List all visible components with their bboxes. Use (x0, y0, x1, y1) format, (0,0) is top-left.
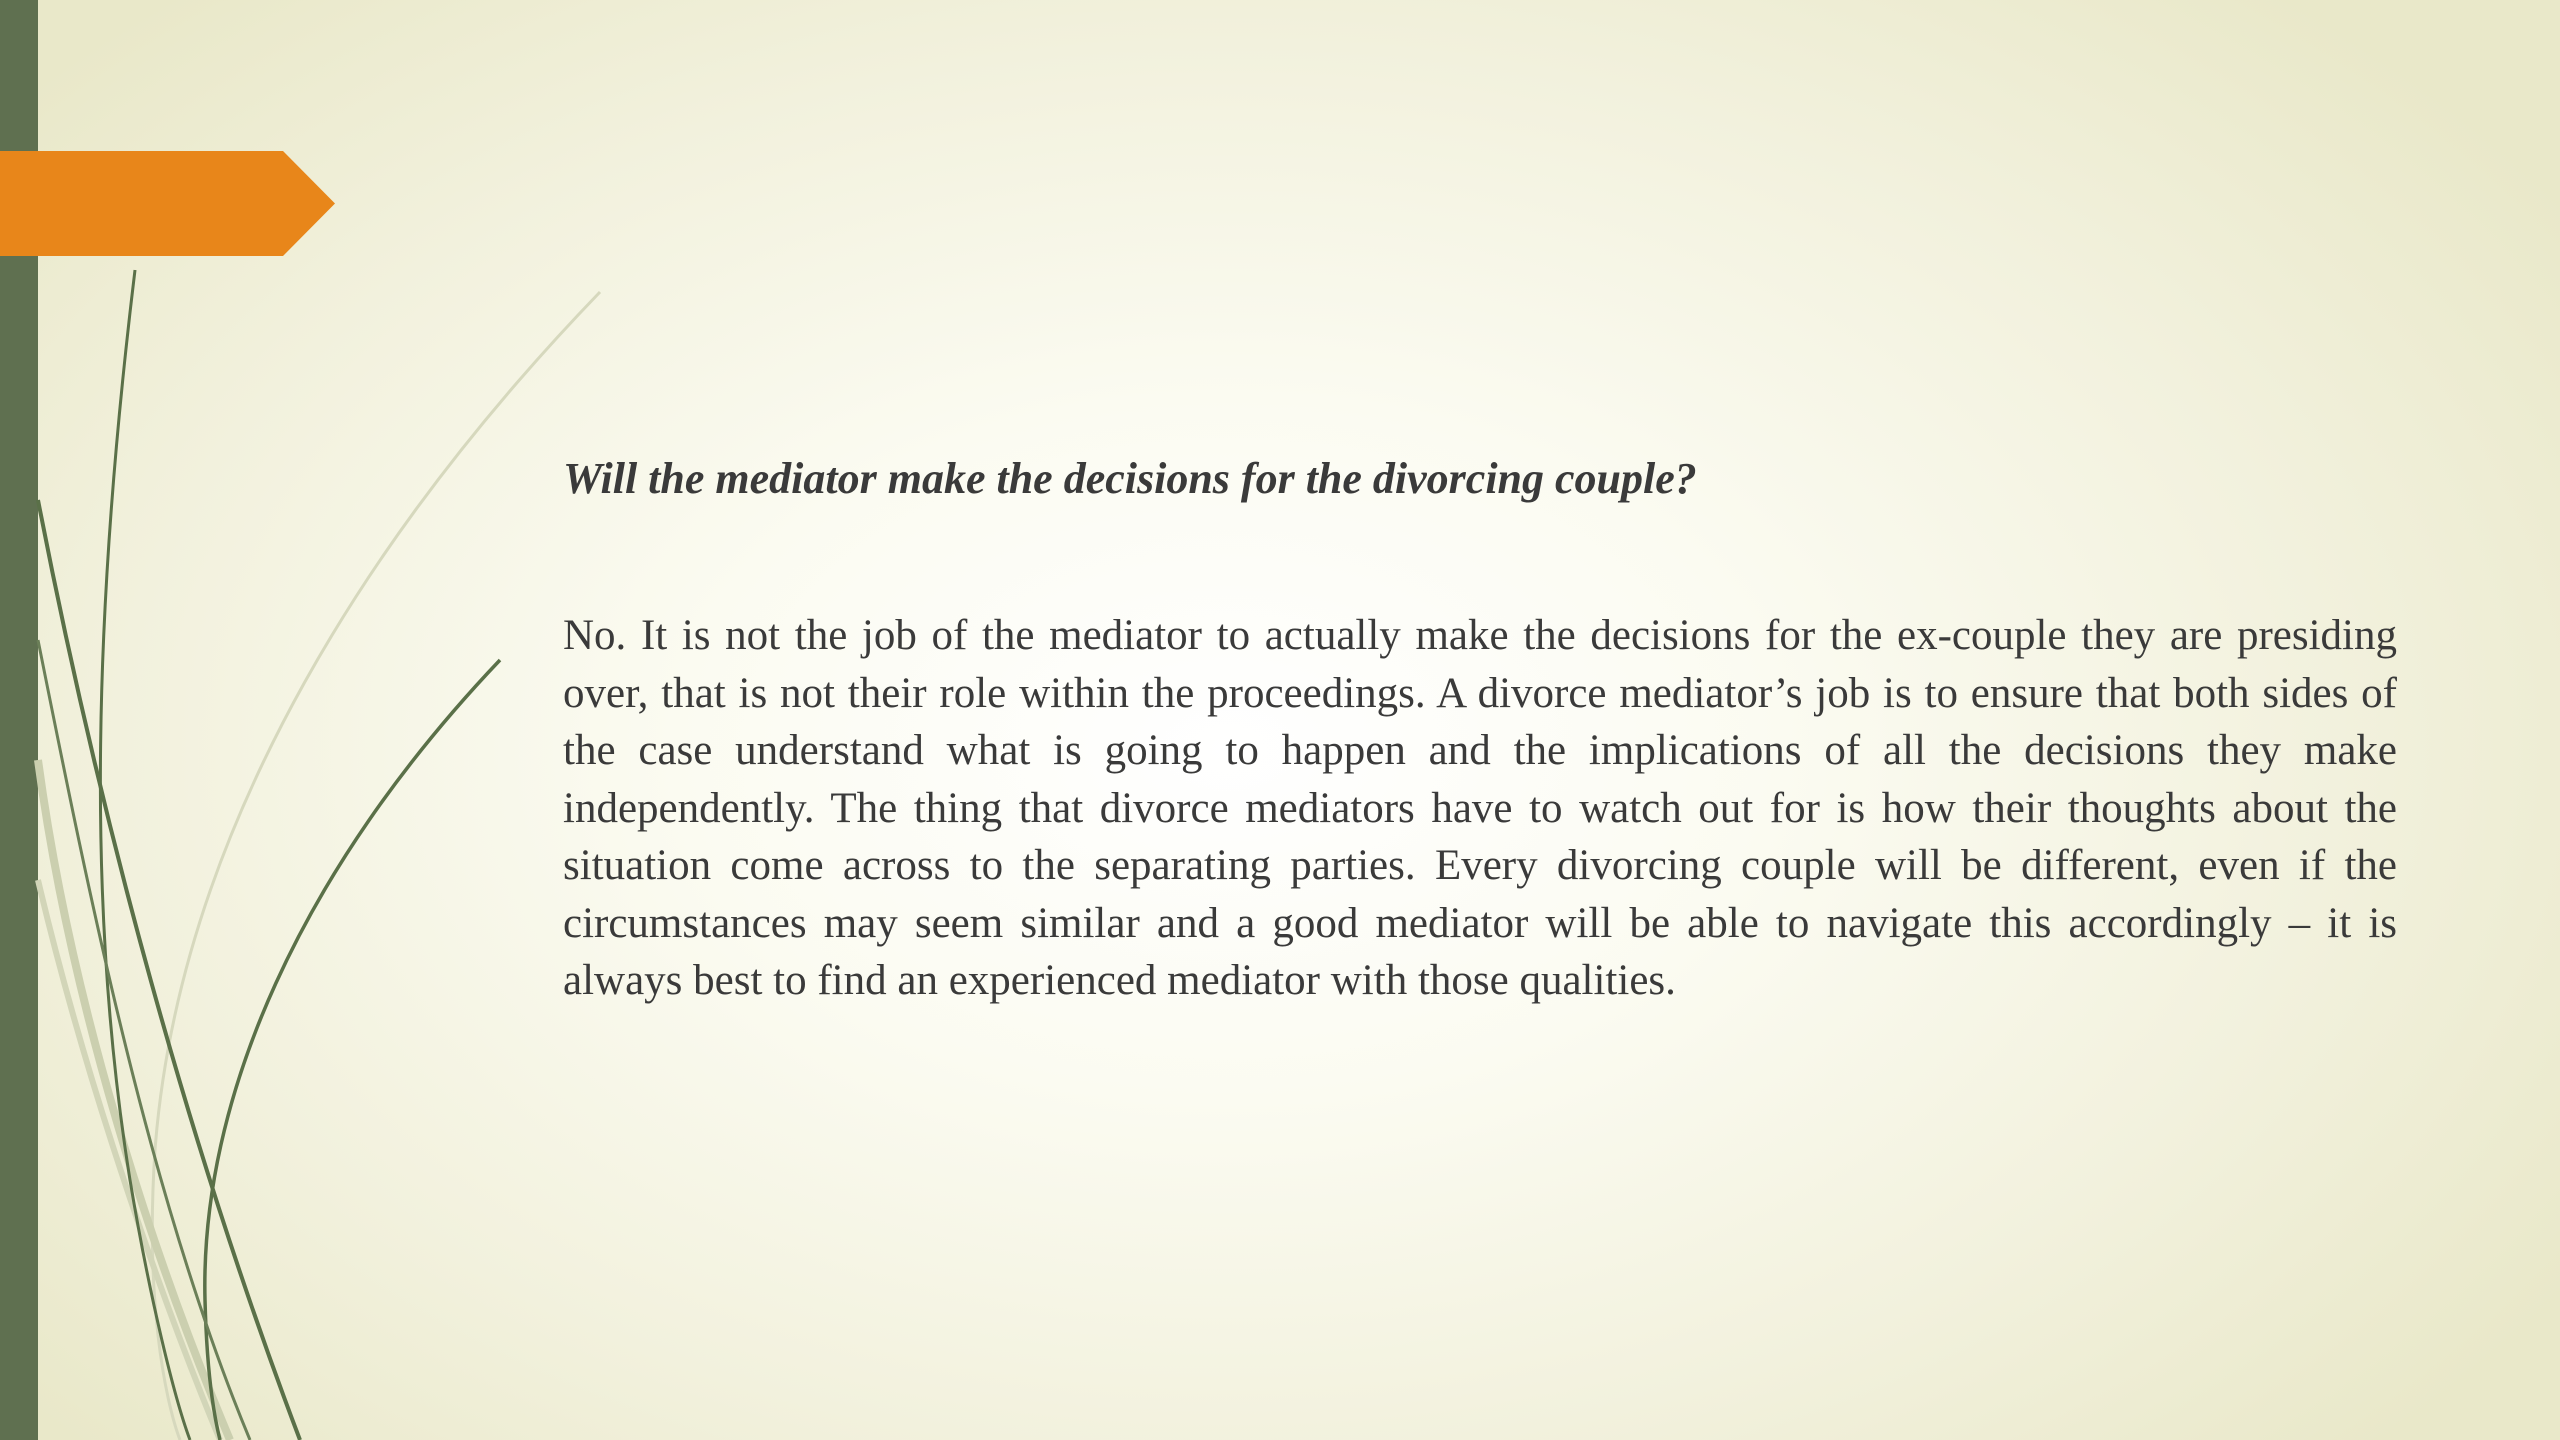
curve-light-2 (38, 760, 230, 1440)
curve-dark-3 (205, 660, 500, 1440)
curve-dark-1 (100, 270, 190, 1440)
answer-paragraph: No. It is not the job of the mediator to actually make the decisions for the ex-couple they are presiding over, that is not their role within the proceedings. A divorce mediator’s job is to ensure that both sides of the case understand what is going to happen and the implications of all the decisions they make independently. The thing that divorce mediators have to watch out for is how their thoughts about the situation come across to the separating parties. Every divorcing couple will be different, even if the circumstances may seem similar and a good mediator will be able to navigate this accordingly – it is always best to find an experienced mediator with those qualities. (563, 612, 2397, 1005)
slide-content (563, 450, 2397, 1010)
orange-arrow-tab (0, 151, 335, 256)
question-heading: Will the mediator make the decisions for the divorcing couple? (563, 454, 1697, 503)
curve-dark-4 (38, 640, 250, 1440)
curve-light-1 (152, 292, 600, 1440)
